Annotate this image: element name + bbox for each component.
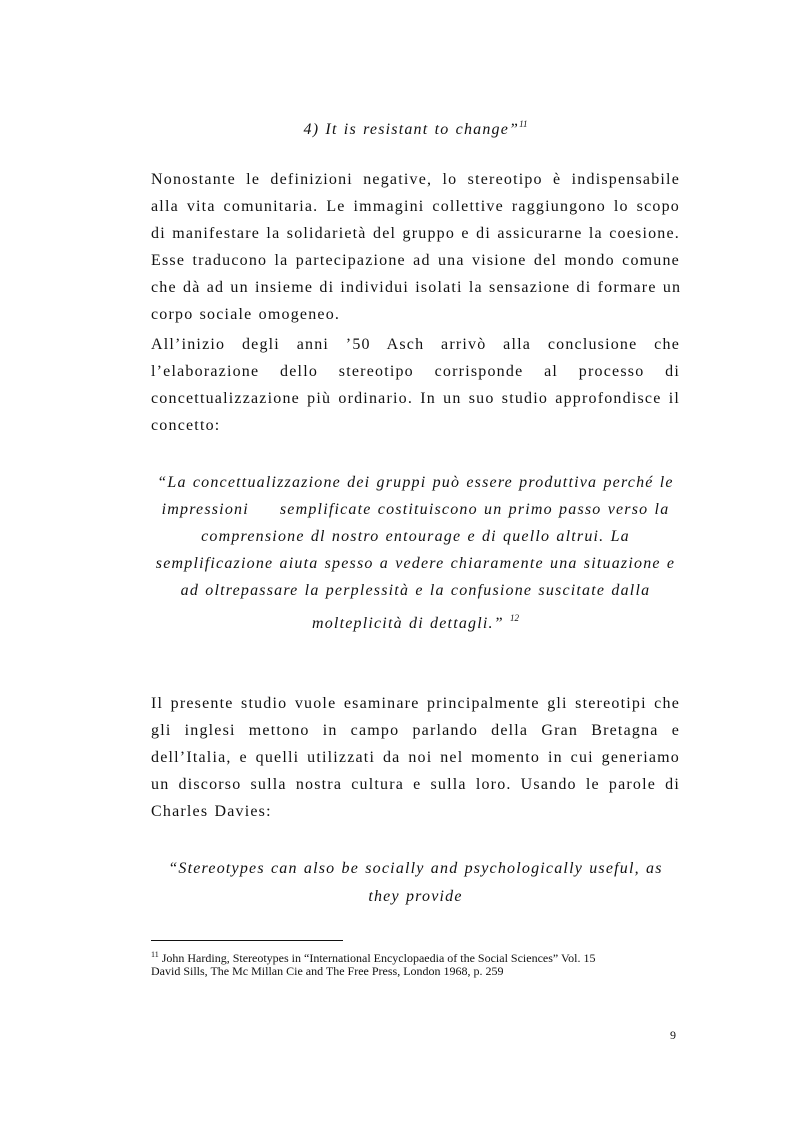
paragraph-line: che dà ad un insieme di individui isolati la sensazione di formare un (151, 279, 682, 296)
page-number: 9 (670, 1028, 676, 1042)
quote-line: “Stereotypes can also be socially and psychologically useful, as (168, 860, 663, 877)
footnote-separator (151, 940, 343, 941)
quote-line: semplificazione aiuta spesso a vedere chiaramente una situazione e (155, 555, 676, 572)
paragraph-line: corpo sociale omogeneo. (151, 306, 341, 323)
paragraph-line: gli inglesi mettono in campo parlando della Gran Bretagna e (151, 722, 680, 739)
heading-text: 4) It is resistant to change” (303, 121, 520, 138)
paragraph-line: l’elaborazione dello stereotipo corrisponde al processo di (151, 363, 680, 380)
paragraph-line: concettualizzazione più ordinario. In un suo studio approfondisce il (151, 390, 680, 407)
quote-line: impressioni semplificate costituiscono un primo passo verso la (161, 501, 670, 518)
paragraph-line: Il presente studio vuole esaminare principalmente gli stereotipi che (151, 695, 680, 712)
quote-line-last (151, 608, 680, 634)
paragraph-line: di manifestare la solidarietà del gruppo e di assicurarne la coesione. (151, 225, 680, 242)
quote-line: “La concettualizzazione dei gruppi può essere produttiva perché le (157, 474, 674, 491)
paragraph-line: concetto: (151, 417, 221, 434)
quote-line: ad oltrepassare la perplessità e la confusione suscitate dalla (180, 582, 651, 599)
paragraph-line: Charles Davies: (151, 803, 272, 820)
paragraph-line: dell’Italia, e quelli utilizzati da noi nel momento in cui generiamo (151, 749, 680, 766)
quote-line: they provide (368, 888, 463, 905)
paragraph-line: un discorso sulla nostra cultura e sulla loro. Usando le parole di (151, 776, 680, 793)
footnote-ref-11: 11 (519, 119, 528, 129)
quote-text: molteplicità di dettagli.” (311, 615, 504, 632)
footnote-ref-12: 12 (510, 613, 520, 623)
paragraph-line: Esse traducono la partecipazione ad una visione del mondo comune (151, 252, 680, 269)
footnote-11-continued (151, 963, 504, 979)
paragraph-line: Nonostante le definizioni negative, lo stereotipo è indispensabile (151, 171, 680, 188)
paragraph-line: All’inizio degli anni ’50 Asch arrivò alla conclusione che (151, 336, 680, 353)
footnote-text-line-1: John Harding, Stereotypes in “International Encyclopaedia of the Social Sciences” Vol. 15 (161, 951, 596, 965)
footnote-number: 11 (151, 950, 159, 959)
footnote-text-line-2: David Sills, The Mc Millan Cie and The Free Press, London 1968, p. 259 (151, 964, 504, 978)
paragraph-line: alla vita comunitaria. Le immagini collettive raggiungono lo scopo (151, 198, 680, 215)
quote-line: comprensione dl nostro entourage e di quello altrui. La (201, 528, 630, 545)
heading-line (151, 114, 680, 140)
